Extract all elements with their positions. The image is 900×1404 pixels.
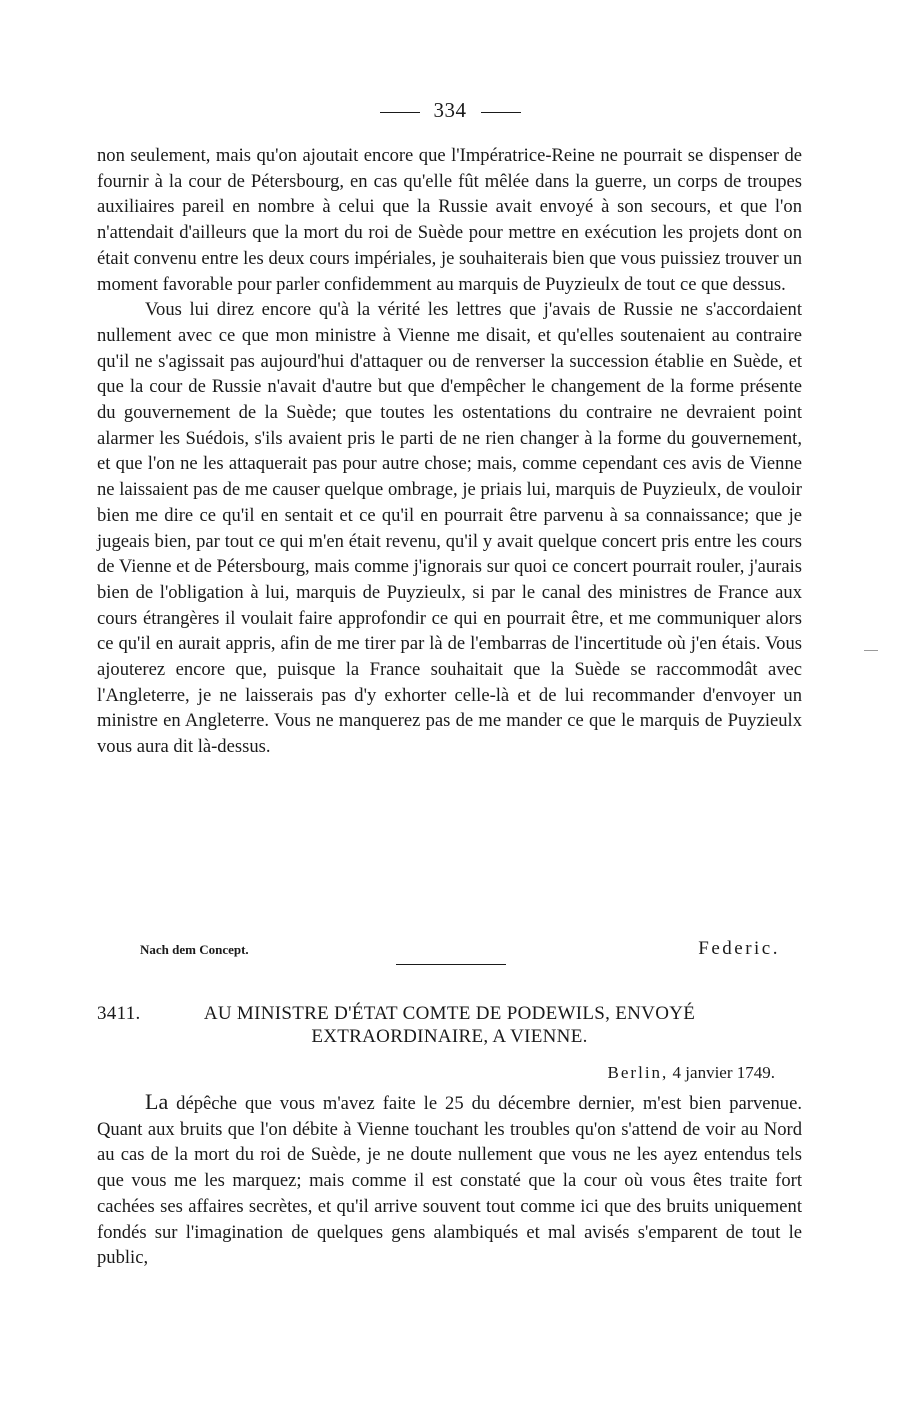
signature: Federic.	[698, 938, 780, 959]
page-number-dash-left	[380, 112, 420, 113]
paragraph-text: dépêche que vous m'avez faite le 25 du décembre dernier, m'est bien parvenue. Quant aux bruits que l'on débite à Vienne touchant les troubles qu'on s'attend de voir au Nord au cas de la mort du roi de Suède, je ne doute nullement que vous ne les ayez entendus tels que vous me les marquez; mais comme il est constaté que la cour où vous êtes traite fort cachées ses affaires secrètes, et qu'il arrive souvent tout comme ici que des bruits uniquement fondés sur l'imagination de quelques gens alambiqués et mal avisés s'emparent de tout le public,	[97, 1093, 802, 1269]
letter-number: 3411.	[97, 1003, 141, 1024]
letter-body	[97, 1089, 802, 1271]
page-number	[0, 98, 900, 123]
page-number-dash-right	[481, 112, 521, 113]
paragraph: Vous lui direz encore qu'à la vérité les lettres que j'avais de Russie ne s'accordaient nullement avec ce que mon ministre à Vienne me disait, et qu'elles soutenaient au contraire qu'il ne s'agissait pas aujourd'hui d'attaquer ou de renverser la succession établie en Suède, et que la cour de Russie n'avait d'autre but que d'empêcher le changement de la forme présente du gouvernement de la Suède; que toutes les ostentations du contraire ne devraient point alarmer les Suédois, s'ils avaient pris le parti de ne rien changer à la forme du gouvernement, et que l'on ne les attaquerait pas pour autre chose; mais, comme cependant ces avis de Vienne ne laissaient pas de me causer quelque ombrage, je priais lui, marquis de Puyzieulx, de vouloir bien me dire ce qu'il en sentait et ce qu'il en pourrait être parvenu à sa connaissance; que je jugeais bien, par tout ce qui m'en était revenu, qu'il y avait quelque concert pris entre les cours de Vienne et de Pétersbourg, mais comme j'ignorais sur quoi ce concert pourrait rouler, j'aurais bien de l'obligation à lui, marquis de Puyzieulx, si par le canal des ministres de France aux cours étrangères il voulait faire approfondir ce qui en pourrait être, et me communiquer alors ce qu'il en aurait appris, afin de me tirer par là de l'embarras de l'incertitude où j'en étais. Vous ajouterez encore que, puisque la France souhaitait que la Suède se raccommodât avec l'Angleterre, je ne laisserais pas d'y exhorter celle-là et de lui recommander d'envoyer un ministre en Angleterre. Vous ne manquerez pas de me mander ce que le marquis de Puyzieulx vous aura dit là-dessus.	[97, 299, 802, 758]
section-separator	[396, 964, 506, 965]
page-number-value: 334	[433, 98, 467, 122]
margin-mark	[864, 650, 878, 651]
source-note: Nach dem Concept.	[140, 942, 249, 957]
first-word: La	[145, 1089, 169, 1114]
closing-line	[140, 938, 780, 964]
dateline	[608, 1063, 775, 1083]
dateline-place: Berlin,	[607, 1063, 669, 1082]
heading-line-1: AU MINISTRE D'ÉTAT COMTE DE PODEWILS, ENVOYÉ	[203, 1003, 696, 1024]
paragraph	[97, 1089, 802, 1271]
heading-line-2: EXTRAORDINAIRE, A VIENNE.	[311, 1026, 588, 1047]
dateline-date: 4 janvier 1749.	[672, 1063, 775, 1082]
previous-letter-body	[97, 143, 802, 760]
paragraph-continuation: non seulement, mais qu'on ajoutait encore que l'Impératrice-Reine ne pourrait se dispenser de fournir à la cour de Pétersbourg, en cas qu'elle fût mêlée dans la guerre, un corps de troupes auxiliaires pareil en nombre à celui que la Russie avait envoyé à son secours, et que l'on n'attendait d'ailleurs que la mort du roi de Suède pour mettre en exécution les projets dont on était convenu entre les deux cours impériales, je souhaiterais bien que vous puissiez trouver un moment favorable pour parler confidemment au marquis de Puyzieulx de tout ce que dessus.	[97, 145, 802, 295]
letter-heading	[97, 1002, 802, 1048]
